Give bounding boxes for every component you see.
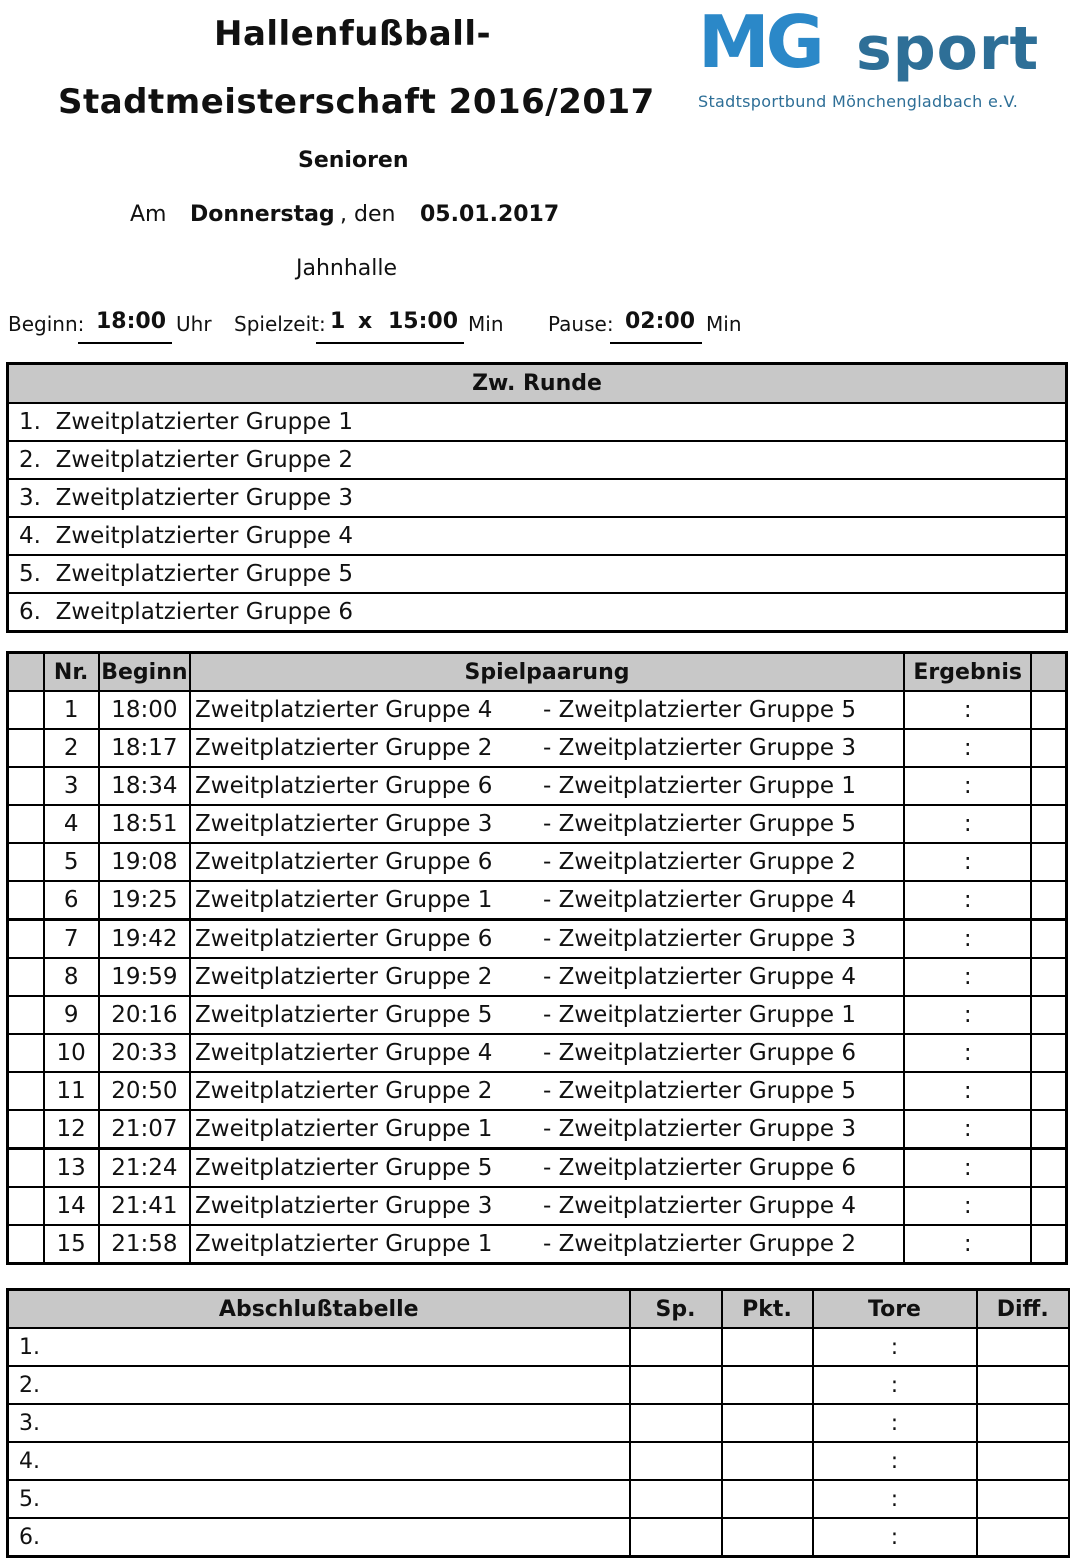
spielzeit-value: 15:00 bbox=[388, 309, 459, 334]
standing-tore[interactable]: : bbox=[813, 1518, 977, 1557]
standing-diff[interactable] bbox=[977, 1404, 1070, 1442]
standing-pkt[interactable] bbox=[722, 1480, 813, 1518]
game-home: Zweitplatzierter Gruppe 1 bbox=[190, 1225, 539, 1264]
game-blank bbox=[8, 691, 44, 729]
game-home: Zweitplatzierter Gruppe 6 bbox=[190, 920, 539, 959]
game-result[interactable]: : bbox=[904, 729, 1031, 767]
game-time: 19:59 bbox=[99, 958, 190, 996]
game-home: Zweitplatzierter Gruppe 5 bbox=[190, 996, 539, 1034]
standing-row bbox=[8, 1404, 1070, 1442]
game-blank bbox=[8, 843, 44, 881]
standing-sp[interactable] bbox=[630, 1480, 722, 1518]
game-result[interactable]: : bbox=[904, 1149, 1031, 1188]
game-result[interactable]: : bbox=[904, 805, 1031, 843]
team-row bbox=[8, 517, 1067, 555]
game-nr: 8 bbox=[44, 958, 99, 996]
game-away: - Zweitplatzierter Gruppe 3 bbox=[539, 729, 904, 767]
team-name: Zweitplatzierter Gruppe 2 bbox=[55, 447, 353, 473]
game-row bbox=[8, 920, 1067, 959]
game-blank bbox=[8, 767, 44, 805]
game-row bbox=[8, 1110, 1067, 1149]
team-name: Zweitplatzierter Gruppe 1 bbox=[55, 409, 353, 435]
game-row bbox=[8, 881, 1067, 920]
game-blank-right bbox=[1031, 1072, 1066, 1110]
game-time: 21:07 bbox=[99, 1110, 190, 1149]
team-row bbox=[8, 593, 1067, 632]
standing-sp[interactable] bbox=[630, 1518, 722, 1557]
final-table bbox=[6, 1288, 1070, 1558]
game-away: - Zweitplatzierter Gruppe 3 bbox=[539, 920, 904, 959]
team-name: Zweitplatzierter Gruppe 5 bbox=[55, 561, 353, 587]
game-blank bbox=[8, 881, 44, 920]
date: 05.01.2017 bbox=[420, 202, 560, 227]
game-time: 21:41 bbox=[99, 1187, 190, 1225]
pause-underline bbox=[610, 342, 702, 344]
game-time: 20:16 bbox=[99, 996, 190, 1034]
game-result[interactable]: : bbox=[904, 691, 1031, 729]
game-row bbox=[8, 958, 1067, 996]
game-nr: 12 bbox=[44, 1110, 99, 1149]
game-time: 19:42 bbox=[99, 920, 190, 959]
game-result[interactable]: : bbox=[904, 843, 1031, 881]
game-blank bbox=[8, 1110, 44, 1149]
teams-table-header: Zw. Runde bbox=[8, 364, 1067, 404]
game-result[interactable]: : bbox=[904, 1225, 1031, 1264]
title-line2: Stadtmeisterschaft 2016/2017 bbox=[58, 82, 655, 122]
game-result[interactable]: : bbox=[904, 1072, 1031, 1110]
game-nr: 13 bbox=[44, 1149, 99, 1188]
game-time: 18:51 bbox=[99, 805, 190, 843]
standing-diff[interactable] bbox=[977, 1518, 1070, 1557]
game-result[interactable]: : bbox=[904, 958, 1031, 996]
games-header-beginn: Beginn bbox=[99, 653, 190, 692]
team-number: 6. bbox=[19, 599, 41, 625]
standing-sp[interactable] bbox=[630, 1366, 722, 1404]
game-row bbox=[8, 843, 1067, 881]
games-table bbox=[6, 651, 1068, 1265]
spielzeit-label: Spielzeit: bbox=[234, 312, 326, 336]
beginn-value: 18:00 bbox=[96, 309, 167, 334]
games-header-blank bbox=[8, 653, 44, 692]
standing-rank: 2. bbox=[8, 1366, 630, 1404]
game-result[interactable]: : bbox=[904, 1034, 1031, 1072]
game-away: - Zweitplatzierter Gruppe 2 bbox=[542, 1231, 856, 1257]
game-time: 18:00 bbox=[99, 691, 190, 729]
game-blank bbox=[8, 805, 44, 843]
game-result[interactable]: : bbox=[904, 767, 1031, 805]
game-blank bbox=[8, 1149, 44, 1188]
game-home: Zweitplatzierter Gruppe 5 bbox=[190, 1149, 539, 1188]
game-nr: 15 bbox=[44, 1225, 99, 1264]
logo-mg: MG bbox=[698, 0, 821, 84]
logo-subtitle: Stadtsportbund Mönchengladbach e.V. bbox=[698, 92, 1019, 111]
game-nr: 3 bbox=[44, 767, 99, 805]
final-header-tore: Tore bbox=[813, 1290, 977, 1329]
game-row bbox=[8, 767, 1067, 805]
game-away: - Zweitplatzierter Gruppe 6 bbox=[539, 1149, 904, 1188]
standing-sp[interactable] bbox=[630, 1404, 722, 1442]
game-row bbox=[8, 1072, 1067, 1110]
category: Senioren bbox=[298, 148, 409, 173]
spielzeit-min-label: Min bbox=[468, 312, 504, 336]
standing-row bbox=[8, 1518, 1070, 1557]
standing-rank: 4. bbox=[8, 1442, 630, 1480]
game-home: Zweitplatzierter Gruppe 4 bbox=[190, 691, 539, 729]
game-time: 20:33 bbox=[99, 1034, 190, 1072]
beginn-label: Beginn: bbox=[8, 312, 85, 336]
game-home: Zweitplatzierter Gruppe 3 bbox=[190, 805, 539, 843]
final-header-name: Abschlußtabelle bbox=[8, 1290, 630, 1329]
game-away: - Zweitplatzierter Gruppe 1 bbox=[539, 767, 904, 805]
game-row bbox=[8, 1225, 1067, 1264]
standing-rank: 5. bbox=[8, 1480, 630, 1518]
standing-row bbox=[8, 1366, 1070, 1404]
game-home: Zweitplatzierter Gruppe 2 bbox=[190, 958, 539, 996]
game-nr: 7 bbox=[44, 920, 99, 959]
game-nr: 2 bbox=[44, 729, 99, 767]
game-blank-right bbox=[1031, 1110, 1066, 1149]
standing-diff[interactable] bbox=[977, 1480, 1070, 1518]
den-label: , den bbox=[340, 202, 396, 227]
game-row bbox=[8, 691, 1067, 729]
game-blank-right bbox=[1031, 881, 1066, 920]
standing-tore[interactable]: : bbox=[813, 1328, 977, 1366]
game-blank-right bbox=[1031, 767, 1066, 805]
game-nr: 10 bbox=[44, 1034, 99, 1072]
game-row bbox=[8, 996, 1067, 1034]
game-away: - Zweitplatzierter Gruppe 1 bbox=[539, 996, 904, 1034]
spielzeit-underline bbox=[316, 342, 464, 344]
game-blank-right bbox=[1031, 1225, 1066, 1264]
standing-row bbox=[8, 1328, 1070, 1366]
team-number: 4. bbox=[19, 523, 41, 549]
game-blank-right bbox=[1031, 1187, 1066, 1225]
game-nr: 1 bbox=[44, 691, 99, 729]
game-away: - Zweitplatzierter Gruppe 6 bbox=[539, 1034, 904, 1072]
game-away: - Zweitplatzierter Gruppe 4 bbox=[539, 958, 904, 996]
game-away: - Zweitplatzierter Gruppe 5 bbox=[539, 1072, 904, 1110]
game-blank bbox=[8, 1225, 44, 1264]
final-header-sp: Sp. bbox=[630, 1290, 722, 1329]
beginn-underline bbox=[78, 342, 172, 344]
game-blank-right bbox=[1031, 958, 1066, 996]
team-name: Zweitplatzierter Gruppe 6 bbox=[55, 599, 353, 625]
standing-sp[interactable] bbox=[630, 1442, 722, 1480]
venue: Jahnhalle bbox=[296, 256, 398, 281]
game-home: Zweitplatzierter Gruppe 1 bbox=[190, 881, 539, 920]
game-blank-right bbox=[1031, 996, 1066, 1034]
team-number: 3. bbox=[19, 485, 41, 511]
pause-min-label: Min bbox=[706, 312, 742, 336]
standing-pkt[interactable] bbox=[722, 1518, 813, 1557]
spielzeit-count: 1 bbox=[330, 309, 346, 334]
standing-tore[interactable]: : bbox=[813, 1366, 977, 1404]
games-header-nr: Nr. bbox=[44, 653, 99, 692]
game-row bbox=[8, 1034, 1067, 1072]
game-blank-right bbox=[1031, 920, 1066, 959]
standing-diff[interactable] bbox=[977, 1328, 1070, 1366]
game-blank bbox=[8, 920, 44, 959]
standing-pkt[interactable] bbox=[722, 1404, 813, 1442]
game-away: - Zweitplatzierter Gruppe 2 bbox=[539, 843, 904, 881]
standing-row bbox=[8, 1480, 1070, 1518]
game-home: Zweitplatzierter Gruppe 6 bbox=[190, 767, 539, 805]
games-header-pairing: Spielpaarung bbox=[190, 653, 904, 692]
standing-rank: 6. bbox=[19, 1524, 40, 1550]
teams-table bbox=[6, 362, 1068, 633]
games-header-result: Ergebnis bbox=[904, 653, 1031, 692]
standing-sp[interactable] bbox=[630, 1328, 722, 1366]
game-blank-right bbox=[1031, 843, 1066, 881]
pause-label: Pause: bbox=[548, 312, 614, 336]
game-blank-right bbox=[1031, 1034, 1066, 1072]
game-result[interactable]: : bbox=[904, 1187, 1031, 1225]
game-blank-right bbox=[1031, 691, 1066, 729]
mg-sport-logo bbox=[698, 0, 1058, 116]
team-row bbox=[8, 555, 1067, 593]
final-header-diff: Diff. bbox=[977, 1290, 1070, 1329]
game-nr: 14 bbox=[44, 1187, 99, 1225]
game-blank bbox=[8, 1034, 44, 1072]
game-row bbox=[8, 1187, 1067, 1225]
game-blank bbox=[8, 1072, 44, 1110]
game-nr: 6 bbox=[44, 881, 99, 920]
game-result[interactable]: : bbox=[904, 996, 1031, 1034]
game-time: 21:24 bbox=[99, 1149, 190, 1188]
standing-pkt[interactable] bbox=[722, 1366, 813, 1404]
standing-diff[interactable] bbox=[977, 1442, 1070, 1480]
game-blank bbox=[8, 996, 44, 1034]
game-row bbox=[8, 1149, 1067, 1188]
game-away: - Zweitplatzierter Gruppe 3 bbox=[539, 1110, 904, 1149]
game-home: Zweitplatzierter Gruppe 4 bbox=[190, 1034, 539, 1072]
game-home: Zweitplatzierter Gruppe 2 bbox=[190, 1072, 539, 1110]
game-away: - Zweitplatzierter Gruppe 5 bbox=[539, 805, 904, 843]
game-time: 20:50 bbox=[99, 1072, 190, 1110]
game-home: Zweitplatzierter Gruppe 3 bbox=[190, 1187, 539, 1225]
standing-pkt[interactable] bbox=[722, 1442, 813, 1480]
game-time: 21:58 bbox=[99, 1225, 190, 1264]
team-number: 2. bbox=[19, 447, 41, 473]
game-row bbox=[8, 805, 1067, 843]
am-label: Am bbox=[130, 202, 167, 227]
standing-row bbox=[8, 1442, 1070, 1480]
team-number: 1. bbox=[19, 409, 41, 435]
game-nr: 9 bbox=[44, 996, 99, 1034]
game-nr: 5 bbox=[44, 843, 99, 881]
game-blank-right bbox=[1031, 805, 1066, 843]
team-name: Zweitplatzierter Gruppe 4 bbox=[55, 523, 353, 549]
game-row bbox=[8, 729, 1067, 767]
final-header-pkt: Pkt. bbox=[722, 1290, 813, 1329]
game-nr: 4 bbox=[44, 805, 99, 843]
team-row bbox=[8, 479, 1067, 517]
team-name: Zweitplatzierter Gruppe 3 bbox=[55, 485, 353, 511]
game-result[interactable]: : bbox=[904, 881, 1031, 920]
game-away: - Zweitplatzierter Gruppe 4 bbox=[539, 881, 904, 920]
game-time: 19:08 bbox=[99, 843, 190, 881]
title-line1: Hallenfußball- bbox=[214, 14, 492, 54]
game-blank-right bbox=[1031, 729, 1066, 767]
game-home: Zweitplatzierter Gruppe 1 bbox=[190, 1110, 539, 1149]
game-nr: 11 bbox=[44, 1072, 99, 1110]
game-home: Zweitplatzierter Gruppe 2 bbox=[190, 729, 539, 767]
uhr-label: Uhr bbox=[176, 312, 212, 336]
team-number: 5. bbox=[19, 561, 41, 587]
game-result[interactable]: : bbox=[904, 1110, 1031, 1149]
standing-rank: 3. bbox=[8, 1404, 630, 1442]
logo-sport: sport bbox=[856, 14, 1040, 84]
game-away: - Zweitplatzierter Gruppe 4 bbox=[539, 1187, 904, 1225]
game-time: 18:17 bbox=[99, 729, 190, 767]
game-home: Zweitplatzierter Gruppe 6 bbox=[190, 843, 539, 881]
standing-diff[interactable] bbox=[977, 1366, 1070, 1404]
standing-rank: 1. bbox=[8, 1328, 630, 1366]
standing-tore[interactable]: : bbox=[813, 1480, 977, 1518]
game-away: - Zweitplatzierter Gruppe 5 bbox=[539, 691, 904, 729]
game-blank bbox=[8, 1187, 44, 1225]
standing-tore[interactable]: : bbox=[813, 1404, 977, 1442]
spielzeit-x: x bbox=[358, 309, 373, 334]
game-result[interactable]: : bbox=[904, 920, 1031, 959]
pause-value: 02:00 bbox=[625, 309, 696, 334]
standing-pkt[interactable] bbox=[722, 1328, 813, 1366]
standing-tore[interactable]: : bbox=[813, 1442, 977, 1480]
games-header-blank-right bbox=[1031, 653, 1066, 692]
game-time: 19:25 bbox=[99, 881, 190, 920]
team-row bbox=[8, 441, 1067, 479]
game-time: 18:34 bbox=[99, 767, 190, 805]
team-row bbox=[8, 403, 1067, 441]
game-blank-right bbox=[1031, 1149, 1066, 1188]
weekday: Donnerstag bbox=[190, 202, 335, 227]
game-blank bbox=[8, 958, 44, 996]
game-blank bbox=[8, 729, 44, 767]
